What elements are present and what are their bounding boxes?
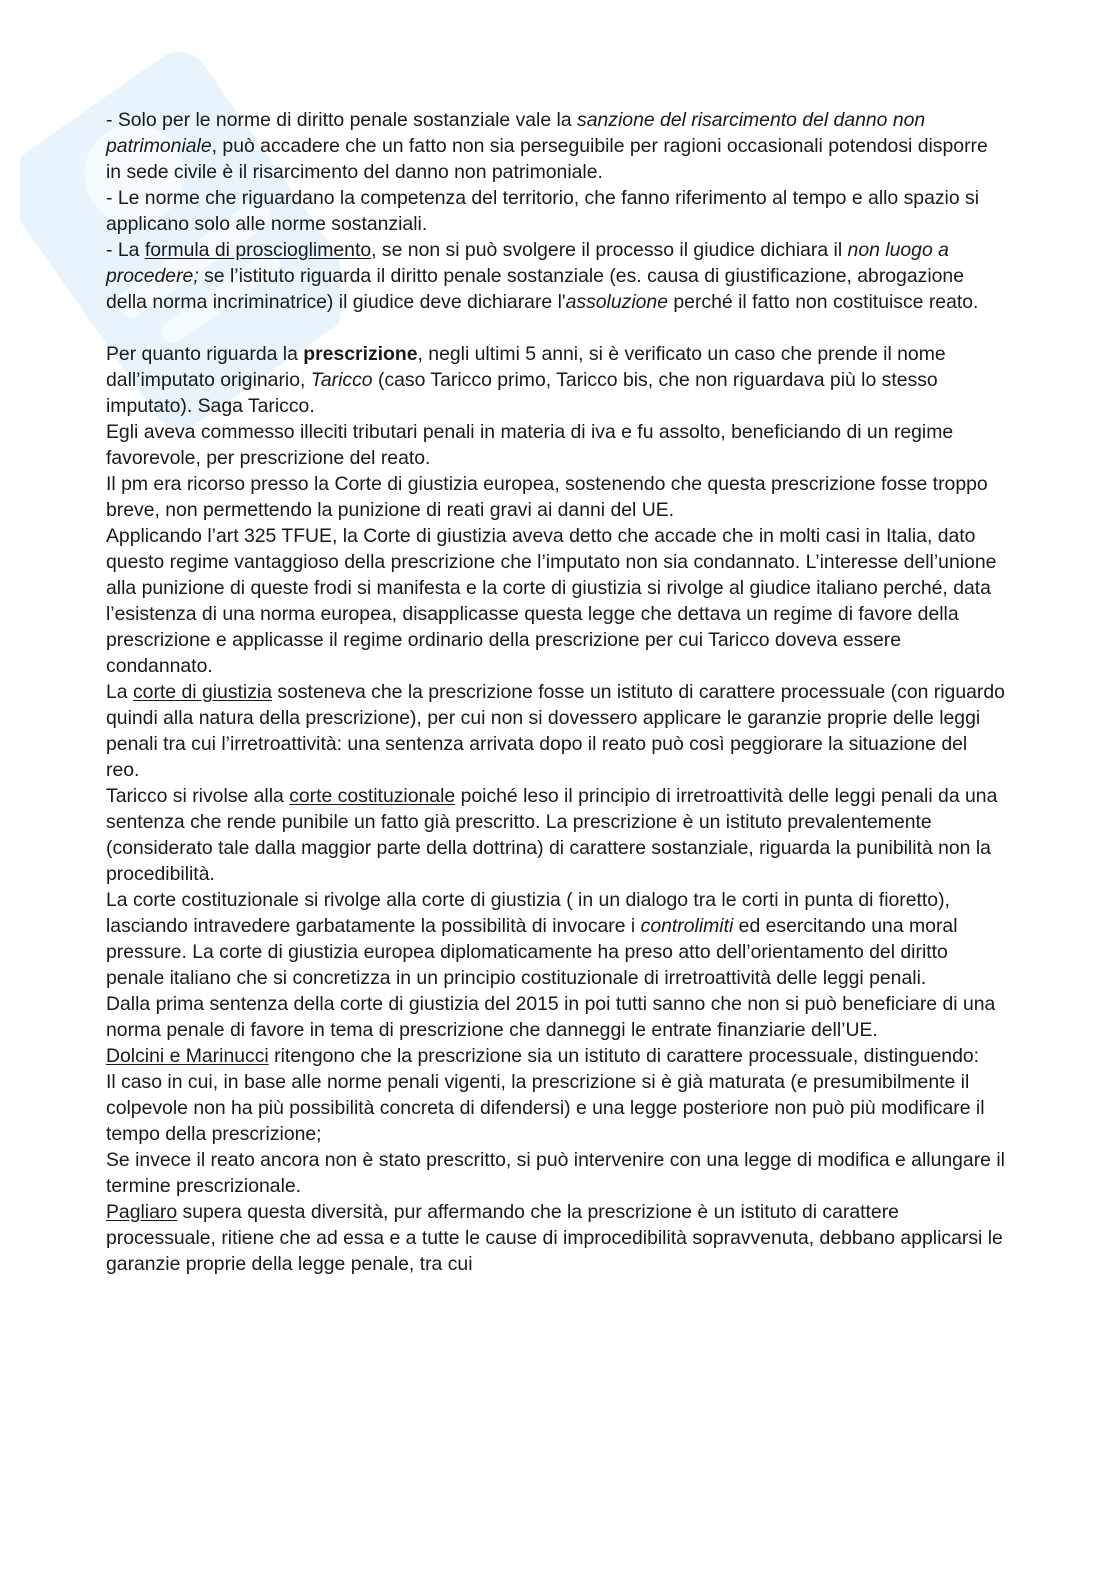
paragraph-gap bbox=[106, 315, 1006, 341]
underline-corte-giustizia: corte di giustizia bbox=[132, 681, 272, 703]
underline-pagliaro: Pagliaro bbox=[106, 1201, 178, 1223]
underline-dolcini-marinucci: Dolcini e Marinucci bbox=[106, 1045, 269, 1067]
underline-formula: formula di proscioglimento bbox=[144, 239, 372, 261]
document-body bbox=[106, 107, 1006, 1277]
paragraph-corte-giustizia: La corte di giustizia sosteneva che la prescrizione fosse un istituto di carattere processuale (con riguardo quindi alla natura della prescrizione), per cui non si dovessero applicare le garanzie proprie delle leggi penali tra cui l’irretroattività: una sentenza arrivata dopo il reato può così peggiorare la situazione del reo. bbox=[106, 681, 1005, 781]
bold-prescrizione: prescrizione bbox=[303, 343, 418, 365]
paragraph-pagliaro: Pagliaro supera questa diversità, pur affermando che la prescrizione è un istituto di carattere processuale, ritiene che ad essa e a tutte le cause di improcedibilità sopravvenuta, debbano applicarsi le garanzie proprie della legge penale, tra cui bbox=[106, 1201, 1003, 1275]
paragraph-dolcini-marinucci: Dolcini e Marinucci ritengono che la prescrizione sia un istituto di carattere processuale, distinguendo: bbox=[106, 1045, 980, 1067]
paragraph-art-325: Applicando l’art 325 TFUE, la Corte di giustizia aveva detto che accade che in molti casi in Italia, dato questo regime vantaggioso della prescrizione che l’imputato non sia condannato. L’interesse dell’unione alla punizione di queste frodi si manifesta e la corte di giustizia si rivolge al giudice italiano perché, data l’esistenza di una norma europea, disapplicasse questa legge che dettava un regime di favore della prescrizione e applicasse il regime ordinario della prescrizione per cui Taricco doveva essere condannato. bbox=[106, 525, 997, 677]
emphasis-assoluzione: assoluzione bbox=[565, 291, 669, 313]
emphasis-controlimiti: controlimiti bbox=[640, 915, 734, 937]
paragraph-proscioglimento: - La formula di proscioglimento, se non si può svolgere il processo il giudice dichiara il non luogo a procedere; se l’istituto riguarda il diritto penale sostanziale (es. causa di giustificazione, abrogazione della norma incriminatrice) il giudice deve dichiarare l'assoluzione perché il fatto non costituisce reato. bbox=[106, 239, 979, 313]
paragraph-caso-maturata: Il caso in cui, in base alle norme penali vigenti, la prescrizione si è già maturata (e presumibilmente il colpevole non ha più possibilità concreta di difendersi) e una legge posteriore non può più modificare il tempo della prescrizione; bbox=[106, 1071, 985, 1145]
paragraph-pm: Il pm era ricorso presso la Corte di giustizia europea, sostenendo che questa prescrizione fosse troppo breve, non permettendo la punizione di reati gravi ai danni del UE. bbox=[106, 473, 988, 521]
paragraph-egli: Egli aveva commesso illeciti tributari penali in materia di iva e fu assolto, beneficiando di un regime favorevole, per prescrizione del reato. bbox=[106, 421, 954, 469]
paragraph-competenza: - Le norme che riguardano la competenza del territorio, che fanno riferimento al tempo e allo spazio si applicano solo alle norme sostanziali. bbox=[106, 187, 980, 235]
emphasis-taricco: Taricco bbox=[310, 369, 373, 391]
underline-corte-costituzionale: corte costituzionale bbox=[289, 785, 456, 807]
paragraph-corte-costituzionale: Taricco si rivolse alla corte costituzionale poiché leso il principio di irretroattività delle leggi penali da una sentenza che rende punibile un fatto già prescritto. La prescrizione è un istituto prevalentemente (considerato tale dalla maggior parte della dottrina) di carattere sostanziale, riguarda la punibilità non la procedibilità. bbox=[106, 785, 998, 885]
emphasis-non-luogo: non luogo a procedere; bbox=[106, 239, 949, 287]
paragraph-reato-non-prescritto: Se invece il reato ancora non è stato prescritto, si può intervenire con una legge di modifica e allungare il termine prescrizionale. bbox=[106, 1149, 1005, 1197]
paragraph-dialogo-corti: La corte costituzionale si rivolge alla corte di giustizia ( in un dialogo tra le corti in punta di fioretto), lasciando intravedere garbatamente la possibilità di invocare i controlimiti ed esercitando una moral pressure. La corte di giustizia europea diplomaticamente ha preso atto dell’orientamento del diritto penale italiano che si concretizza in un principio costituzionale di irretroattività delle leggi penali. bbox=[106, 889, 958, 989]
paragraph-sanzione: - Solo per le norme di diritto penale sostanziale vale la sanzione del risarcimento del danno non patrimoniale, può accadere che un fatto non sia perseguibile per ragioni occasionali potendosi disporre in sede civile è il risarcimento del danno non patrimoniale. bbox=[106, 109, 988, 183]
paragraph-prescrizione: Per quanto riguarda la prescrizione, negli ultimi 5 anni, si è verificato un caso che prende il nome dall’imputato originario, Taricco (caso Taricco primo, Taricco bis, che non riguardava più lo stesso imputato). Saga Taricco. bbox=[106, 343, 946, 417]
emphasis-sanzione: sanzione del risarcimento del danno non patrimoniale bbox=[106, 109, 926, 157]
paragraph-sentenza-2015: Dalla prima sentenza della corte di giustizia del 2015 in poi tutti sanno che non si può beneficiare di una norma penale di favore in tema di prescrizione che danneggi le entrate finanziarie dell’UE. bbox=[106, 993, 996, 1041]
